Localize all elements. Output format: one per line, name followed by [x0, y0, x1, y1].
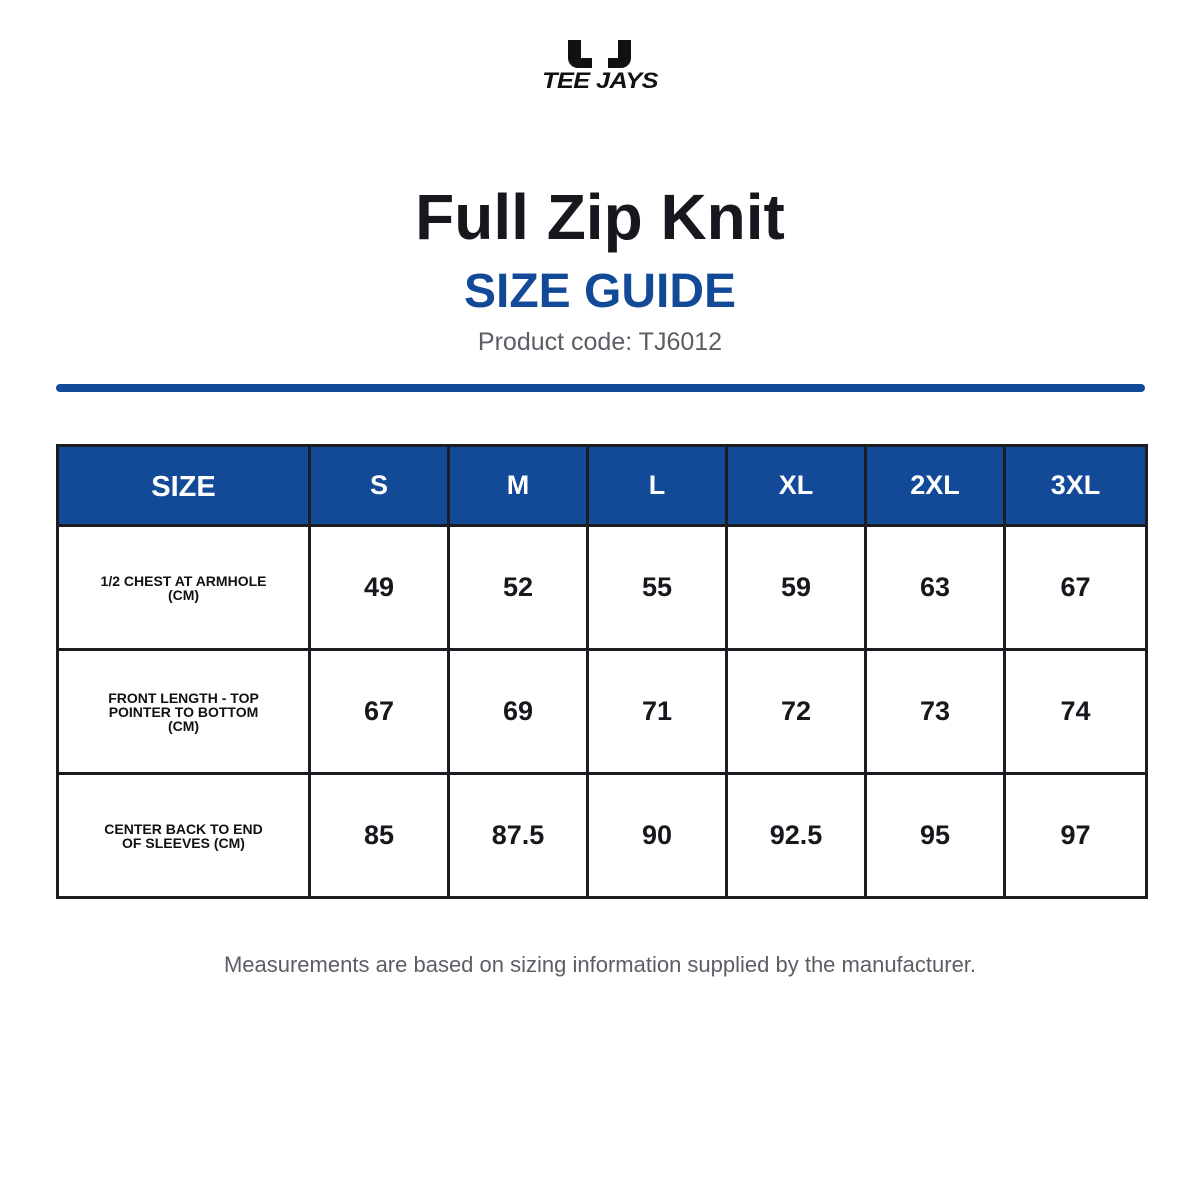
- table-cell: 52: [449, 526, 588, 650]
- table-cell: 63: [866, 526, 1005, 650]
- product-code: Product code: TJ6012: [477, 328, 723, 356]
- table-cell: 73: [866, 650, 1005, 774]
- table-row: [58, 650, 1147, 774]
- brand-wordmark: TEE JAYS: [542, 68, 658, 93]
- table-cell: 97: [1005, 774, 1147, 898]
- table-cell: 85: [310, 774, 449, 898]
- column-header: M: [449, 446, 588, 526]
- column-header: L: [588, 446, 727, 526]
- table-cell: 67: [1005, 526, 1147, 650]
- size-table: [56, 444, 1148, 899]
- row-label: CENTER BACK TO END OF SLEEVES (CM): [58, 774, 310, 898]
- brand-logo: [520, 38, 680, 98]
- table-row: [58, 774, 1147, 898]
- row-label: 1/2 CHEST AT ARMHOLE (CM): [58, 526, 310, 650]
- table-row: [58, 526, 1147, 650]
- table-cell: 87.5: [449, 774, 588, 898]
- table-cell: 74: [1005, 650, 1147, 774]
- divider: [56, 384, 1145, 392]
- table-cell: 72: [727, 650, 866, 774]
- table-header-row: [58, 446, 1147, 526]
- column-header-size: SIZE: [58, 446, 310, 526]
- table-cell: 55: [588, 526, 727, 650]
- column-header: 2XL: [866, 446, 1005, 526]
- table-cell: 67: [310, 650, 449, 774]
- table-cell: 95: [866, 774, 1005, 898]
- table-cell: 69: [449, 650, 588, 774]
- table-cell: 92.5: [727, 774, 866, 898]
- table-cell: 71: [588, 650, 727, 774]
- column-header: 3XL: [1005, 446, 1147, 526]
- tj-monogram-icon: [520, 38, 680, 70]
- row-label: FRONT LENGTH - TOP POINTER TO BOTTOM (CM): [58, 650, 310, 774]
- footer-note: Measurements are based on sizing information supplied by the manufacturer.: [223, 952, 977, 977]
- table-cell: 59: [727, 526, 866, 650]
- page-title: Full Zip Knit: [415, 181, 785, 253]
- table-cell: 90: [588, 774, 727, 898]
- column-header: S: [310, 446, 449, 526]
- column-header: XL: [727, 446, 866, 526]
- table-cell: 49: [310, 526, 449, 650]
- page-subtitle: SIZE GUIDE: [463, 265, 737, 318]
